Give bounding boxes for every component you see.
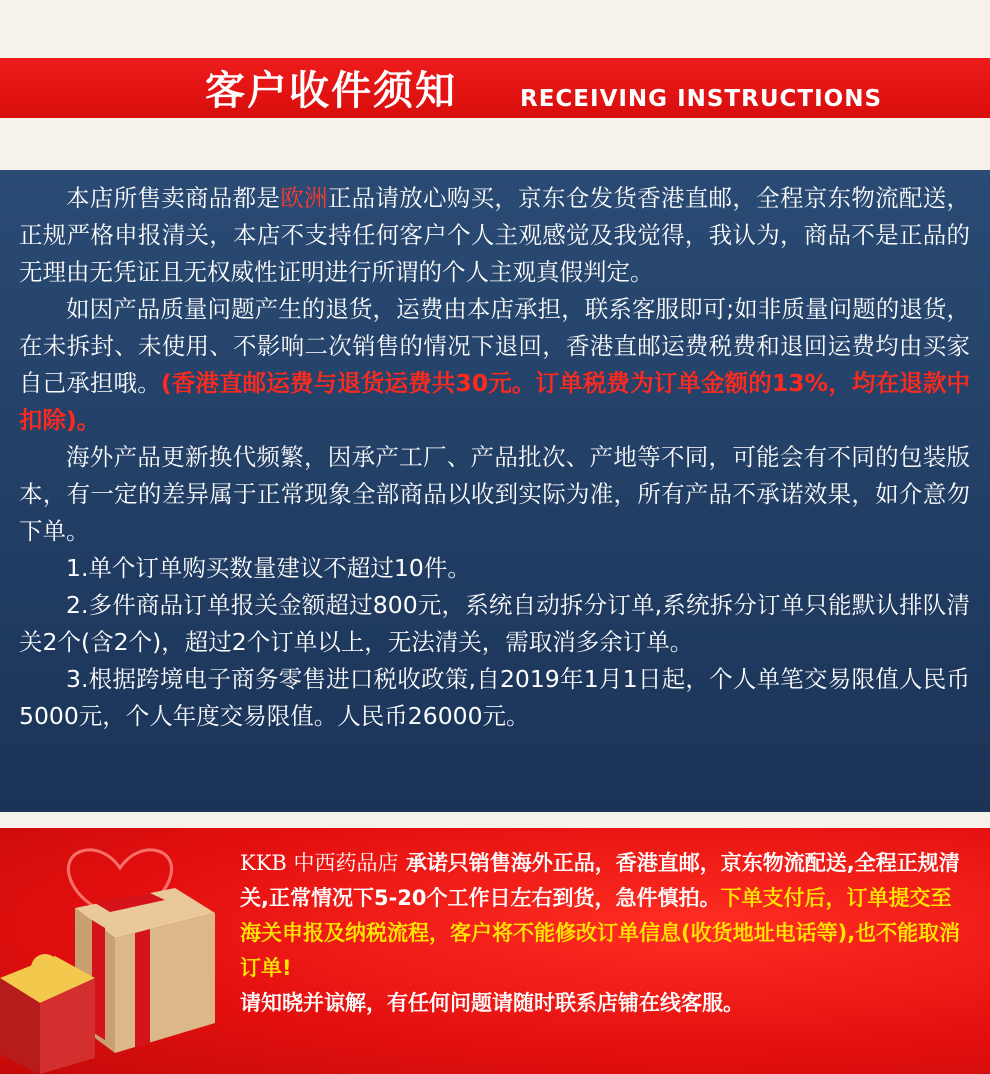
notice-text: 本店所售卖商品都是 — [66, 184, 281, 212]
notice-item-quantity: 1.单个订单购买数量建议不超过10件。 — [66, 554, 471, 582]
promise-text — [240, 846, 970, 1021]
promise-text-b: 请知晓并谅解，有任何问题请随时联系店铺在线客服。 — [240, 991, 744, 1015]
notice-paragraph-packaging: 海外产品更新换代频繁，因承产工厂、产品批次、产地等不同，可能会有不同的包装版本，有一定的差异属于正常现象全部商品以收到实际为准，所有产品不承诺效果，如介意勿下单。 — [19, 443, 970, 545]
notice-text: 正品请放心购买，京东仓发货香港直邮，全程京东物流配送，正规严格申报清关，本店不支持任何客户个人主观感觉及我觉得，我认为，商品不是正品的无理由无凭证且无权威性证明进行所谓的个人主观真假判定。 — [19, 184, 971, 286]
notice-panel — [0, 170, 990, 812]
notice-paragraph-returns — [19, 291, 970, 439]
promise-text-a: 承诺只销售海外正品，香港直邮，京东物流配送,全程正规清关,正常情况下5-20个工作日左右到货，急件慎拍。 — [240, 851, 960, 910]
page-title-english: RECEIVING INSTRUCTIONS — [520, 86, 883, 112]
notice-paragraph-authenticity — [19, 180, 970, 291]
notice-text: 如因产品质量问题产生的退货，运费由本店承担，联系客服即可;如非质量问题的退货，在未拆封、未使用、不影响二次销售的情况下退回，香港直邮运费税费和退回运费均由买家自己承担哦。 — [19, 295, 970, 397]
notice-item-split-order: 2.多件商品订单报关金额超过800元，系统自动拆分订单,系统拆分订单只能默认排队清关2个(含2个)，超过2个订单以上，无法清关，需取消多余订单。 — [19, 591, 970, 656]
notice-item-tax-policy: 3.根据跨境电子商务零售进口税收政策,自2019年1月1日起，个人单笔交易限值人民币5000元，个人年度交易限值。人民币26000元。 — [19, 665, 970, 730]
page-title: 客户收件须知 — [205, 68, 457, 114]
store-name: KKB 中西药品店 — [240, 851, 399, 875]
origin-highlight: 欧洲 — [280, 184, 328, 212]
gift-box-icon — [0, 828, 240, 1074]
return-fee-highlight: (香港直邮运费与退货运费共30元。订单税费为订单金额的13%，均在退款中扣除)。 — [19, 369, 970, 434]
promise-banner — [0, 828, 990, 1074]
order-lock-warning: 下单支付后，订单提交至海关申报及纳税流程，客户将不能修改订单信息(收货地址电话等),也不能取消订单! — [240, 886, 961, 980]
